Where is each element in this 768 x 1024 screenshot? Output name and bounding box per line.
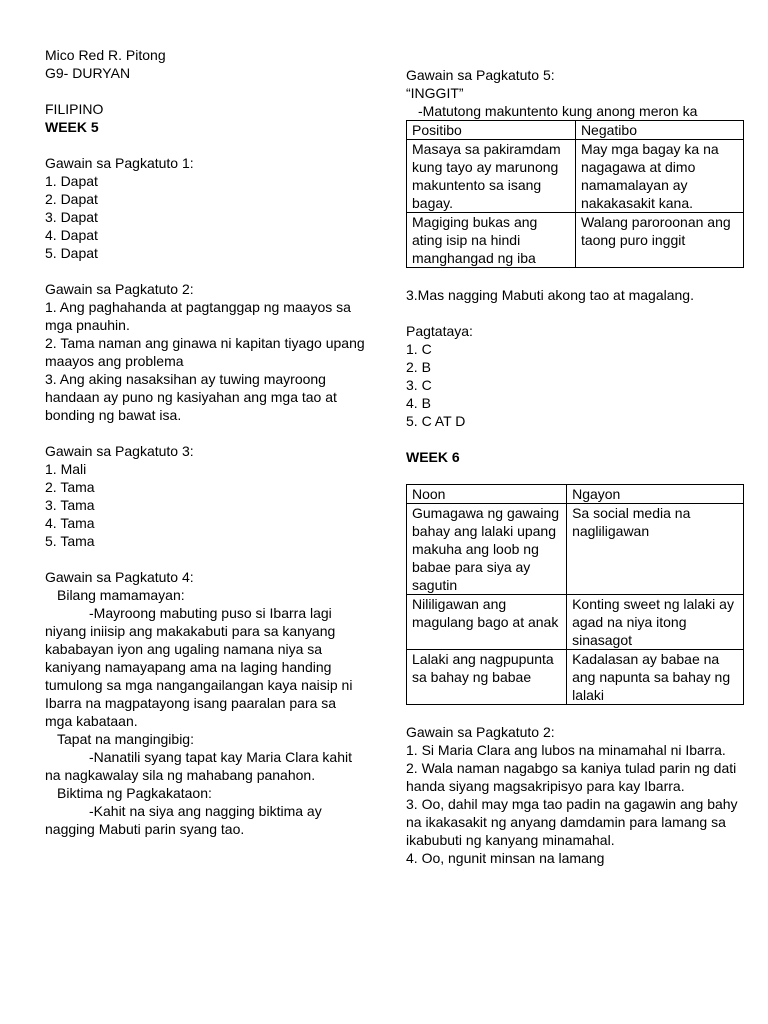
list-item: 3. Dapat — [45, 209, 98, 225]
subject-label: FILIPINO — [45, 101, 104, 117]
list-item: 1. Ang paghahanda at pagtanggap ng maayos sa mga pnauhin. — [45, 299, 351, 333]
list-item: 3. Oo, dahil may mga tao padin na gagawin ang bahy na ikakasakit ng anyang damdamin para lamang sa ikabubuti ng kanyang minamahal. — [406, 796, 738, 848]
list-item: 2. Dapat — [45, 191, 98, 207]
list-item: 1. Mali — [45, 461, 87, 477]
pagtataya-title: Pagtataya: — [406, 323, 473, 339]
week6-gawain-2-title: Gawain sa Pagkatuto 2: — [406, 724, 555, 740]
student-section: G9- DURYAN — [45, 65, 131, 81]
gawain-5-title: Gawain sa Pagkatuto 5: — [406, 67, 555, 83]
list-item: 2. Tama — [45, 479, 95, 495]
week6-gawain-2 — [406, 723, 744, 867]
list-item: 2. B — [406, 359, 431, 375]
right-column — [406, 66, 744, 867]
list-item: 4. Dapat — [45, 227, 98, 243]
table-header-row — [407, 485, 744, 504]
table-cell: Sa social media na nagliligawan — [567, 504, 744, 595]
gawain-5-intro: -Matutong makuntento kung anong meron ka — [418, 103, 698, 119]
section-heading: Bilang mamamayan: — [57, 587, 185, 603]
table-cell: Lalaki ang nagpupunta sa bahay ng babae — [407, 650, 567, 705]
list-item: 2. Wala naman nagabgo sa kaniya tulad parin ng dati handa siyang magsakripisyo para kay Ibarra. — [406, 760, 737, 794]
table-row — [407, 650, 744, 705]
list-item: 1. C — [406, 341, 432, 357]
list-item: 4. Oo, ngunit minsan na lamang — [406, 850, 605, 866]
table-cell: Nililigawan ang magulang bago at anak — [407, 595, 567, 650]
table-cell: Konting sweet ng lalaki ay agad na niya itong sinasagot — [567, 595, 744, 650]
gawain-3-title: Gawain sa Pagkatuto 3: — [45, 443, 194, 459]
gawain-4-title: Gawain sa Pagkatuto 4: — [45, 569, 194, 585]
gawain-1-title: Gawain sa Pagkatuto 1: — [45, 155, 194, 171]
list-item: 3. C — [406, 377, 432, 393]
table-header-cell: Ngayon — [567, 485, 744, 504]
list-item: 5. Tama — [45, 533, 95, 549]
list-item: 3. Tama — [45, 497, 95, 513]
list-item: 4. Tama — [45, 515, 95, 531]
table-header-cell: Negatibo — [575, 121, 743, 140]
week-5-heading: WEEK 5 — [45, 119, 99, 135]
section-heading: Tapat na mangingibig: — [57, 731, 194, 747]
list-item: 5. Dapat — [45, 245, 98, 261]
gawain-3 — [45, 442, 365, 550]
week-6-heading: WEEK 6 — [406, 449, 460, 465]
table-cell: Magiging bukas ang ating isip na hindi manghangad ng iba — [407, 213, 576, 268]
list-item: 1. Si Maria Clara ang lubos na minamahal ni Ibarra. — [406, 742, 726, 758]
section-heading: Biktima ng Pagkakataon: — [57, 785, 212, 801]
section-text: -Nanatili syang tapat kay Maria Clara kahit na nagkawalay sila ng mahabang panahon. — [45, 749, 353, 783]
list-item: 1. Dapat — [45, 173, 98, 189]
left-column — [45, 46, 365, 838]
noon-ngayon-table — [406, 484, 744, 705]
table-cell: Masaya sa pakiramdam kung tayo ay marunong makuntento sa isang bagay. — [407, 140, 576, 213]
table-header-cell: Noon — [407, 485, 567, 504]
table-cell: Gumagawa ng gawaing bahay ang lalaki upang makuha ang loob ng babae para siya ay sagutin — [407, 504, 567, 595]
list-item: 3. Ang aking nasaksihan ay tuwing mayroong handaan ay puno ng kasiyahan ang mga tao at bonding ng bawat isa. — [45, 371, 337, 423]
table-row — [407, 213, 744, 268]
list-item: 5. C AT D — [406, 413, 466, 429]
table-cell: Walang paroroonan ang taong puro inggit — [575, 213, 743, 268]
table-cell: May mga bagay ka na nagagawa at dimo namamalayan ay nakakasakit kana. — [575, 140, 743, 213]
gawain-5-item-3: 3.Mas nagging Mabuti akong tao at magalang. — [406, 287, 694, 303]
table-row — [407, 140, 744, 213]
student-name: Mico Red R. Pitong — [45, 47, 166, 63]
section-text: -Mayroong mabuting puso si Ibarra lagi niyang iniisip ang makakabuti para sa kanyang kababayan iyon ang ugaling namana niya sa kaniyang namayapang ama na laging handing tumulong sa mga nangangailangan kaya naisip ni Ibarra na magpatayong isang paaralan para sa mga kabataan. — [45, 605, 353, 729]
gawain-2-title: Gawain sa Pagkatuto 2: — [45, 281, 194, 297]
inggit-table — [406, 120, 744, 268]
gawain-4 — [45, 568, 365, 838]
table-cell: Kadalasan ay babae na ang napunta sa bahay ng lalaki — [567, 650, 744, 705]
table-row — [407, 504, 744, 595]
gawain-2 — [45, 280, 365, 424]
table-header-cell: Positibo — [407, 121, 576, 140]
section-text: -Kahit na siya ang nagging biktima ay nagging Mabuti parin syang tao. — [45, 803, 322, 837]
list-item: 2. Tama naman ang ginawa ni kapitan tiyago upang maayos ang problema — [45, 335, 365, 369]
pagtataya — [406, 322, 744, 430]
table-row — [407, 595, 744, 650]
list-item: 4. B — [406, 395, 431, 411]
gawain-5-subtitle: “INGGIT” — [406, 85, 464, 101]
table-header-row — [407, 121, 744, 140]
gawain-1 — [45, 154, 365, 262]
